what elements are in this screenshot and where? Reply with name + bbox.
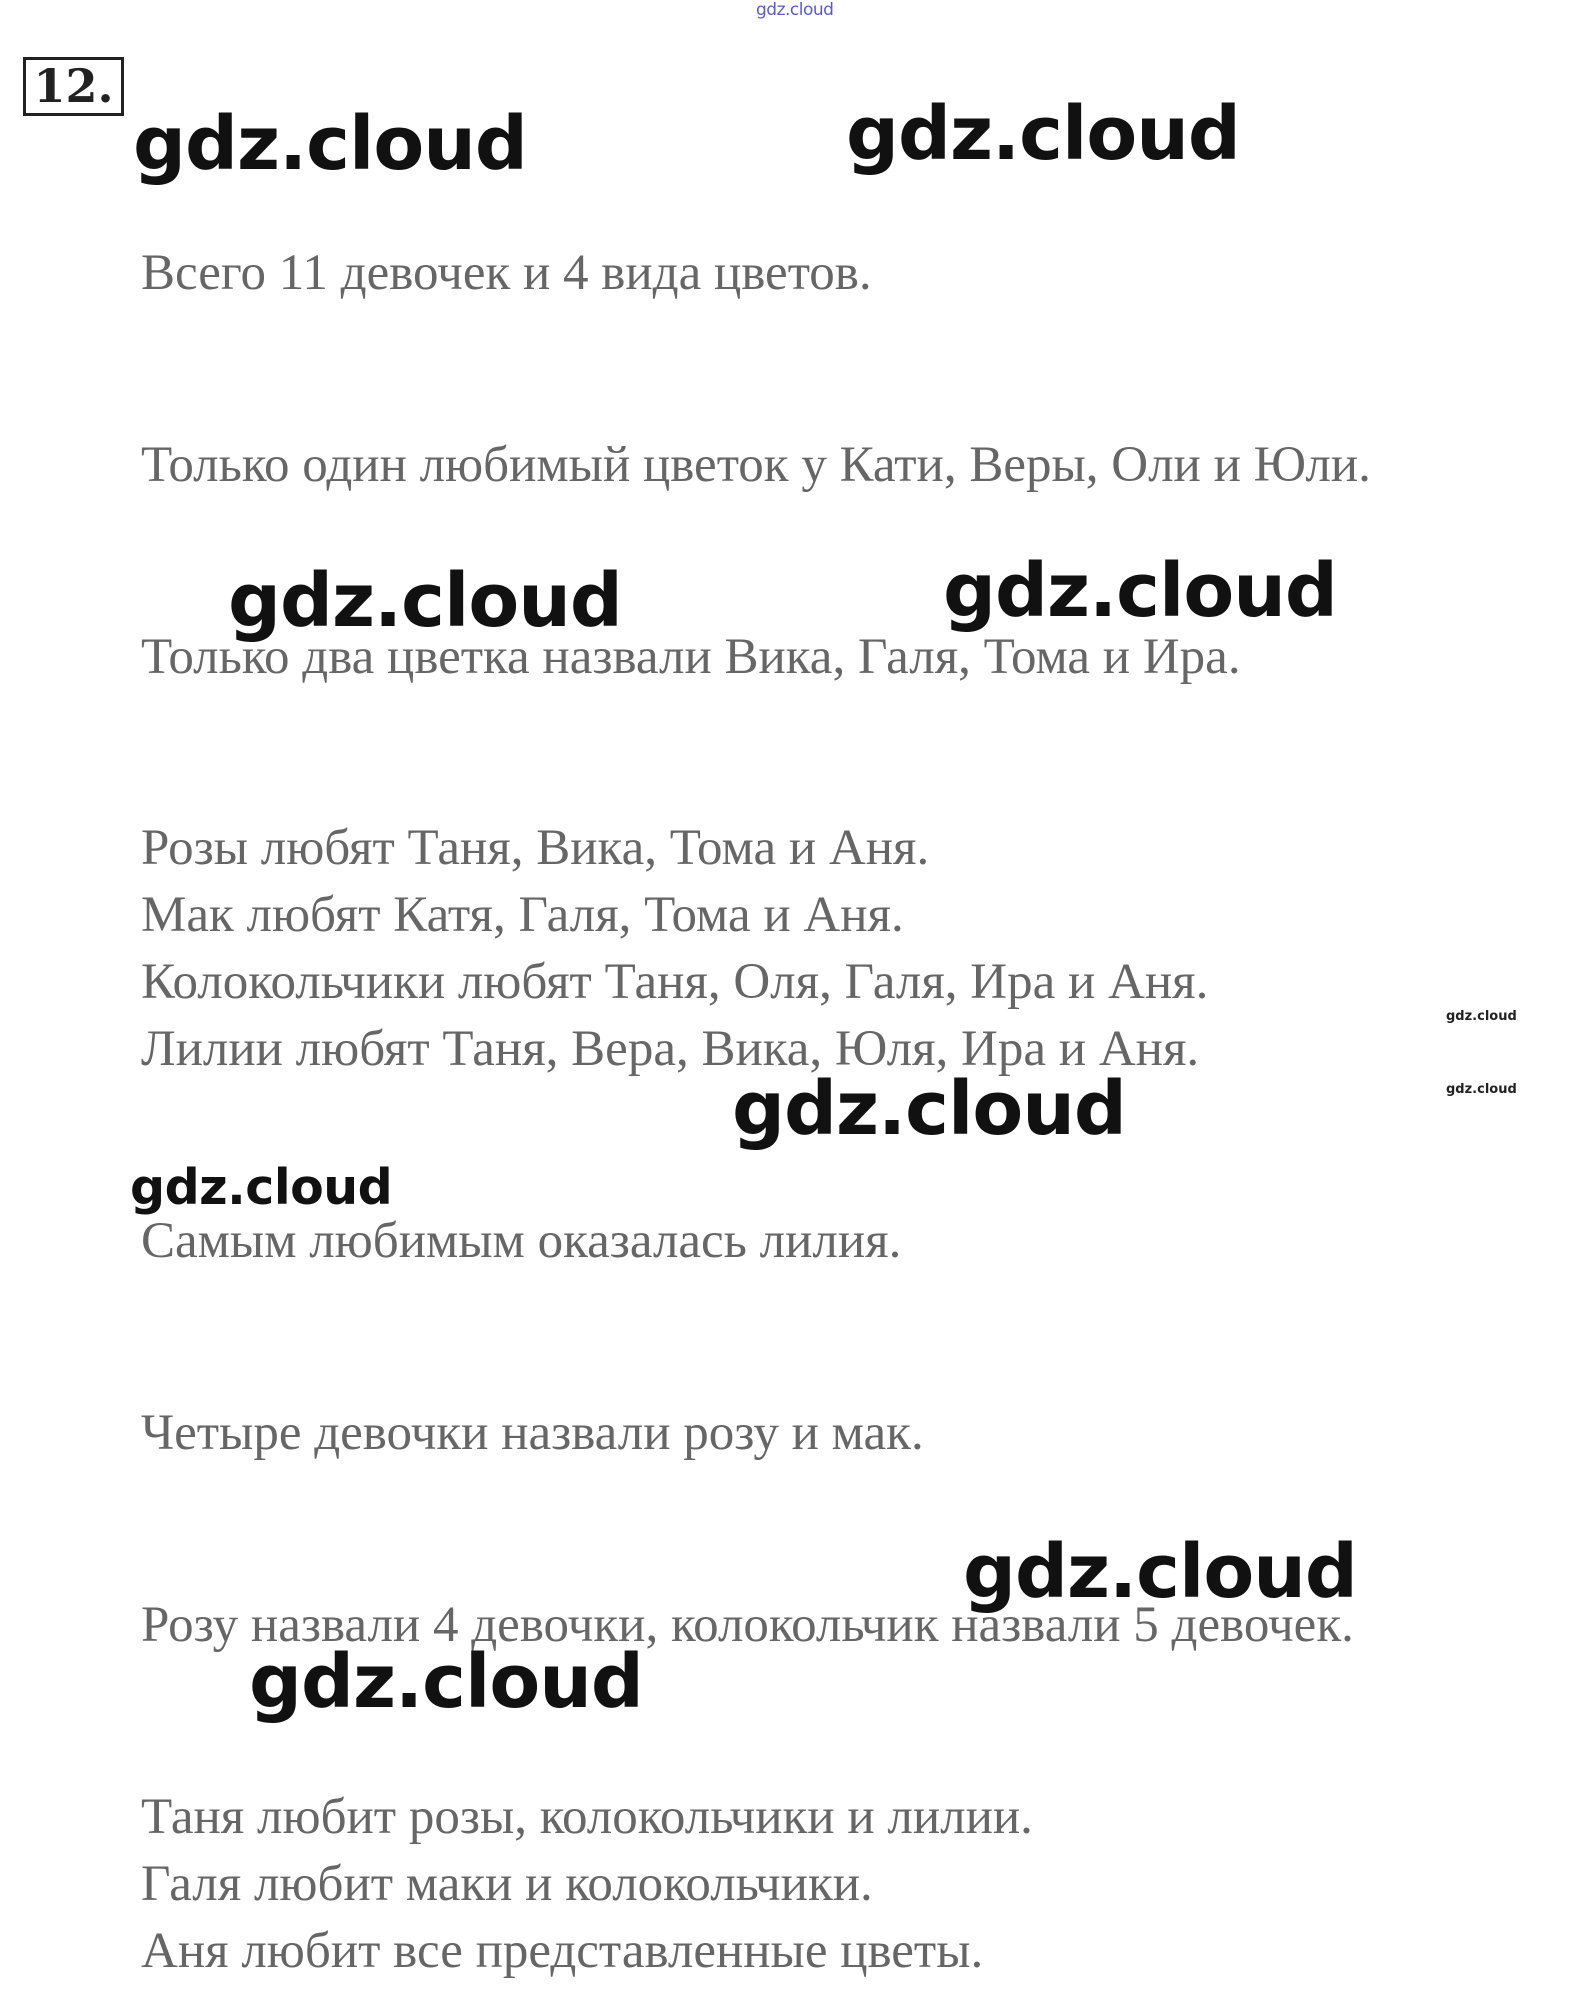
watermark: gdz.cloud (130, 1159, 393, 1216)
text-line: Розы любят Таня, Вика, Тома и Аня. (141, 820, 930, 876)
watermark: gdz.cloud (846, 91, 1240, 177)
text-line: Лилии любят Таня, Вера, Вика, Юля, Ира и Аня. (141, 1021, 1200, 1077)
watermark: gdz.cloud (732, 1066, 1126, 1152)
text-line: Галя любит маки и колокольчики. (141, 1856, 873, 1912)
watermark-small: gdz.cloud (1446, 1082, 1517, 1097)
task-number: 12. (23, 57, 124, 116)
watermark: gdz.cloud (133, 101, 527, 187)
watermark-small: gdz.cloud (1446, 1009, 1517, 1024)
text-line: Розу назвали 4 девочки, колокольчик назвали 5 девочек. (141, 1597, 1354, 1653)
site-tag: gdz.cloud (756, 0, 834, 20)
watermark: gdz.cloud (249, 1639, 643, 1725)
text-line: Только два цветка назвали Вика, Галя, Тома и Ира. (141, 629, 1241, 685)
text-line: Аня любит все представленные цветы. (141, 1923, 984, 1979)
text-line: Четыре девочки назвали розу и мак. (141, 1405, 924, 1461)
text-line: Всего 11 девочек и 4 вида цветов. (141, 245, 872, 301)
text-line: Таня любит розы, колокольчики и лилии. (141, 1789, 1033, 1845)
watermark: gdz.cloud (228, 558, 622, 644)
watermark: gdz.cloud (943, 548, 1337, 634)
text-line: Только один любимый цветок у Кати, Веры, Оли и Юли. (141, 437, 1371, 493)
text-line: Колокольчики любят Таня, Оля, Галя, Ира и Аня. (141, 954, 1209, 1010)
watermark: gdz.cloud (963, 1529, 1357, 1615)
text-line: Самым любимым оказалась лилия. (141, 1213, 902, 1269)
text-line: Мак любят Катя, Галя, Тома и Аня. (141, 887, 904, 943)
